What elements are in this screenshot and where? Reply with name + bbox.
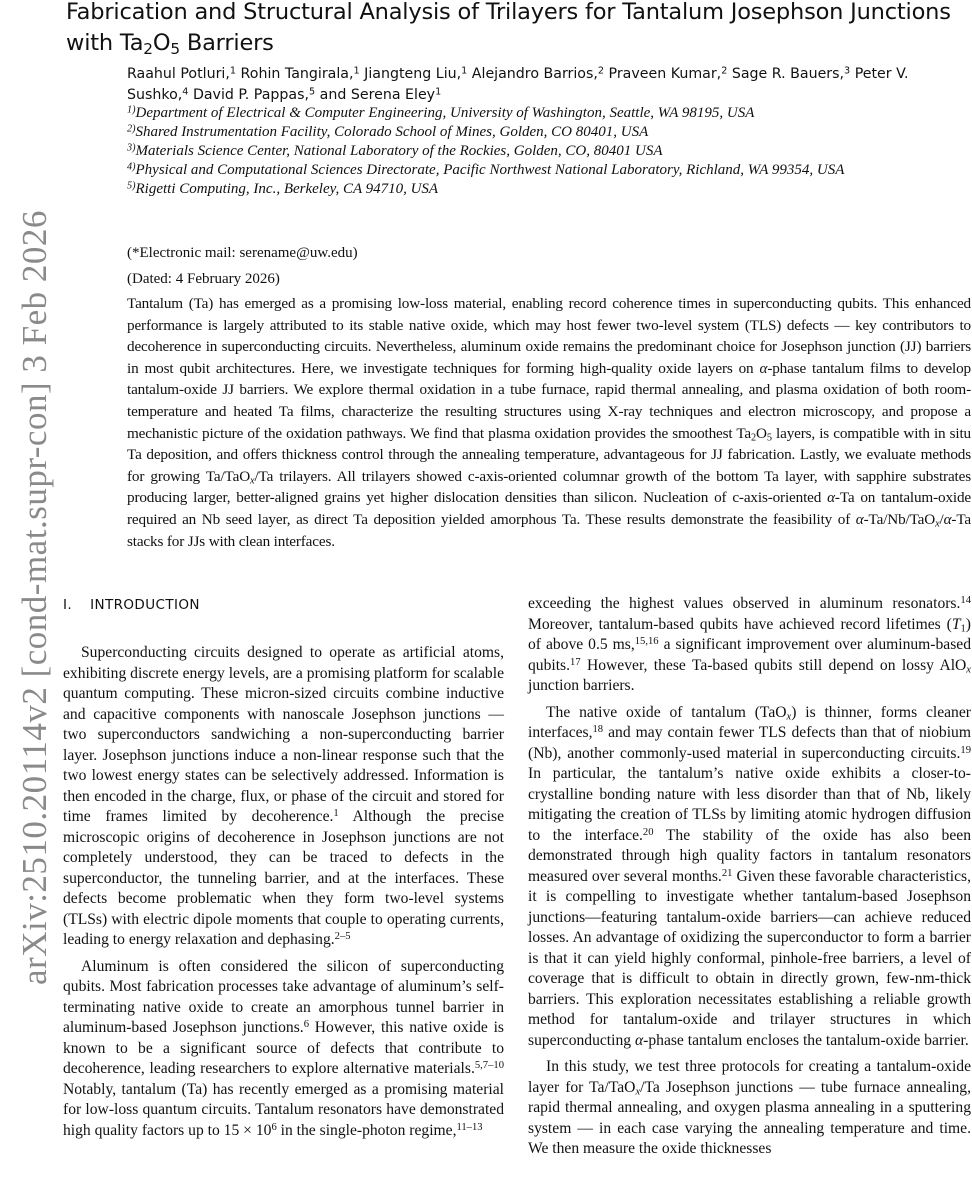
citation[interactable]: 5,7–10 [474,1060,504,1072]
author-list [127,64,972,105]
citation[interactable]: 6 [303,1019,309,1031]
author: Peter V. Sushko,$^4$ [127,66,909,103]
paragraph-continued: exceeding the highest values observed in aluminum resonators.$^{14}$ Moreover, tantalum-based qubits have achieved record lifetimes $(T_1)$ of above 0.5 ms,$^{15,16}$ a significant improvement over aluminum-based qubits.$^{17}$ However, these Ta-based qubits still depend on lossy AlO$_x$ junction barriers. [528,595,971,694]
affiliation: $^{1)}$Department of Electrical & Computer Engineering, University of Washington, Seattle, WA 98195, USA [127,104,755,121]
corresponding-email: (*Electronic mail: serename@uw.edu) [127,245,358,261]
affiliation: $^{2)}$Shared Instrumentation Facility, Colorado School of Mines, Golden, CO 80401, USA [127,123,649,140]
citation[interactable]: 15,16 [634,636,659,648]
paragraph: Superconducting circuits designed to operate as artificial atoms, exhibiting discrete energy levels, are a promising platform for scalable quantum computing. These micron-sized circuits combine inductive and capacitive components with nanoscale Josephson junctions — two superconductors sandwiching a non-superconducting barrier layer. Josephson junctions induce a non-linear response such that the two lowest energy states can be selectively addressed. Information is then encoded in the charge, flux, or phase of the circuit and stored for time frames limited by decoherence.$^1$ Although the precise microscopic origins of decoherence in Josephson junctions are not completely understood, they can be traced to defects in the superconductor, the tunneling barrier, and at the interfaces. These defects become problematic when they form two-level systems (TLSs) with electric dipole moments that couple to operating currents, leading to energy relaxation and dephasing.$^{2-5}$ [63,644,504,948]
body-column-left [63,643,504,1141]
citation[interactable]: 21 [721,867,733,879]
paper-title: Fabrication and Structural Analysis of Trilayers for Tantalum Josephson Junctions with $Ta_2O_5$ Barriers [66,0,951,58]
author: Sage R. Bauers,$^3$ [731,65,851,82]
author: Praveen Kumar,$^2$ [608,65,728,82]
author: David P. Pappas,$^5$ [192,86,316,103]
citation[interactable]: 2–5 [334,931,351,943]
paragraph: Aluminum is often considered the silicon of superconducting qubits. Most fabrication processes take advantage of aluminum’s self-terminating native oxide to create an amorphous tunnel barrier in aluminum-based Josephson junctions.$^6$ However, this native oxide is known to be a significant source of defects that contribute to decoherence, leading researchers to explore alternative materials.$^{5,7-10}$ Notably, tantalum (Ta) has recently emerged as a promising material for low-loss quantum circuits. Tantalum resonators have demonstrated high quality factors up to $15 \times 10^6$ in the single-photon regime,$^{11-13}$ [63,957,504,1139]
author: Rohin Tangirala,$^1$ [240,65,360,82]
author: Alejandro Barrios,$^2$ [471,65,605,82]
section-heading-introduction: I. INTRODUCTION [63,597,200,613]
citation[interactable]: 20 [642,826,654,838]
abstract: Tantalum (Ta) has emerged as a promising low-loss material, enabling record coherence times in superconducting qubits. This enhanced performance is largely attributed to its stable native oxide, which may host fewer two-level system (TLS) defects — key contributors to decoherence in superconducting circuits. Nevertheless, aluminum oxide remains the predominant choice for Josephson junction (JJ) barriers in most qubit architectures. Here, we investigate techniques for forming high-quality oxide layers on α-phase tantalum films to develop tantalum-oxide JJ barriers. We explore thermal oxidation in a tube furnace, rapid thermal annealing, and plasma oxidation of both room-temperature and heated Ta films, characterize the resulting structures using X-ray techniques and electron microscopy, and propose a mechanistic picture of the oxidation pathways. We find that plasma oxidation provides the smoothest $Ta_2O_5$ layers, is compatible with in situ Ta deposition, and offers thickness control through the annealing temperature, advantageous for JJ fabrication. Lastly, we evaluate methods for growing Ta/TaO$_x$/Ta trilayers. All trilayers showed c-axis-oriented columnar growth of the bottom Ta layer, with sapphire substrates producing larger, better-aligned grains yet higher dislocation densities than silicon. Nucleation of c-axis-oriented α-Ta on tantalum-oxide required an Nb seed layer, as direct Ta deposition yielded amorphous Ta. These results demonstrate the feasibility of α-Ta/Nb/TaO$_x$/α-Ta stacks for JJs with clean interfaces. [127,295,971,550]
author: and Serena Eley$^1$ [319,86,442,103]
affiliation: $^{4)}$Physical and Computational Sciences Directorate, Pacific Northwest National Laboratory, Richland, WA 99354, USA [127,161,845,178]
citation[interactable]: 11–13 [456,1121,483,1133]
affiliation: $^{3)}$Materials Science Center, National Laboratory of the Rockies, Golden, CO, 80401 USA [127,142,663,159]
arxiv-identifier-stamp: arXiv:2510.20114v2 [cond-mat.supr-con] 3 Feb 2026 [15,210,54,985]
citation[interactable]: 17 [570,656,581,668]
citation[interactable]: 1 [333,808,339,820]
citation[interactable]: 14 [960,595,971,607]
citation[interactable]: 18 [592,724,604,736]
body-column-right [528,594,971,1160]
author: Jiangteng Liu,$^1$ [364,65,468,82]
paragraph: In this study, we test three protocols for creating a tantalum-oxide layer for Ta/TaO$_x$/Ta Josephson junctions — tube furnace annealing, rapid thermal annealing, and oxygen plasma annealing in a sputtering system — in each case varying the annealing temperature and time. We then measure the oxide thicknesses [528,1058,971,1157]
citation[interactable]: 19 [960,744,971,756]
author: Raahul Potluri,$^1$ [127,65,237,82]
date-line: (Dated: 4 February 2026) [127,271,280,287]
affiliation: $^{5)}$Rigetti Computing, Inc., Berkeley, CA 94710, USA [127,180,439,197]
paragraph: The native oxide of tantalum (TaO$_x$) is thinner, forms cleaner interfaces,$^{18}$ and may contain fewer TLS defects than that of niobium (Nb), another commonly-used material in superconducting circuits.$^{19}$ In particular, the tantalum’s native oxide exhibits a closer-to-crystalline bonding nature with less disorder than that of Nb, likely mitigating the creation of TLSs by limiting atomic hydrogen diffusion to the interface.$^{20}$ The stability of the oxide has also been demonstrated through high quality factors in tantalum resonators measured over several months.$^{21}$ Given these favorable characteristics, it is compelling to investigate whether tantalum-based Josephson junctions—featuring tantalum-oxide barriers—can achieve reduced losses. An advantage of oxidizing the superconductor to form a barrier is that it can yield highly conformal, pinhole-free barriers, a level of coverage that is difficult to obtain in directly grown, few-nm-thick barriers. This exploration necessitates establishing a reliable growth method for tantalum-oxide and trilayer structures in which superconducting α-phase tantalum encloses the tantalum-oxide barrier. [528,703,971,1049]
affiliation-list [127,104,972,199]
